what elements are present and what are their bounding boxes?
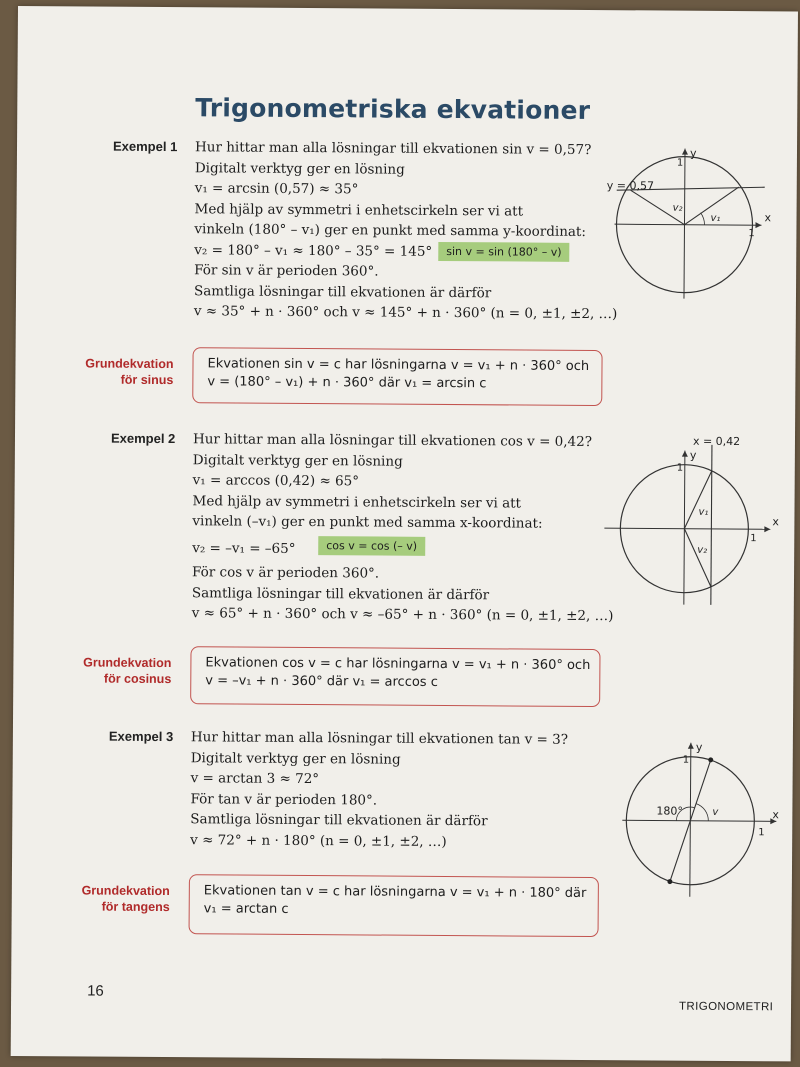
text-line: Samtliga lösningar till ekvationen är därför [193, 282, 492, 301]
tick-label-x: 1 [748, 228, 755, 240]
example-1-label: Exempel 1 [112, 138, 178, 155]
example-2-label: Exempel 2 [110, 430, 176, 447]
text-line: Hur hittar man alla lösningar till ekvationen tan v = 3? [190, 729, 569, 748]
text-line: v₁ = arcsin (0,57) ≈ 35° [194, 180, 359, 198]
text-line: vinkeln (–v₁) ger en punkt med samma x-koordinat: [192, 513, 543, 532]
text-line: v₂ = –v₁ = –65° [192, 539, 296, 557]
text-line: Digitalt verktyg ger en lösning [190, 749, 401, 768]
box-label-line: Grundekvation [81, 883, 170, 899]
angle-arc [696, 804, 708, 821]
box-label-line: för tangens [101, 899, 170, 915]
radius-v2 [684, 529, 711, 587]
unit-circle-figure-3 [612, 726, 793, 903]
x-axis-arrow [755, 222, 761, 228]
x-axis [622, 820, 776, 821]
tick-label-y: 1 [676, 462, 684, 474]
x-axis-label: x [764, 211, 772, 225]
y-axis-label: y [689, 146, 697, 160]
unit-circle-figure-1 [586, 138, 787, 309]
text-line: v ≈ 72° + n · 180° (n = 0, ±1, ±2, …) [190, 831, 447, 850]
book-page [11, 6, 798, 1061]
box-2-label [79, 654, 171, 687]
box-line: v = –v₁ + n · 360° där v₁ = arccos c [205, 673, 438, 690]
tick-label-x: 1 [750, 533, 757, 545]
angle-label-v2: v₂ [697, 544, 708, 556]
line-label: x = 0,42 [692, 434, 741, 449]
text-line: Samtliga lösningar till ekvationen är därför [190, 811, 488, 830]
page-number: 16 [87, 982, 104, 1000]
example-2-text [192, 429, 615, 626]
text-line: v₂ = 180° – v₁ ≈ 180° – 35° = 145° [194, 241, 433, 260]
text-line: v ≈ 65° + n · 360° och v ≈ –65° + n · 360° (n = 0, ±1, ±2, …) [191, 605, 614, 625]
angle-label-v2: v₂ [672, 202, 683, 214]
example-3-text [190, 727, 568, 853]
identity-note-cos: cos v = cos (– v) [318, 536, 425, 556]
example-3-label: Exempel 3 [108, 728, 174, 745]
box-line: Ekvationen tan v = c har lösningarna v = v₁ + n · 180° där [203, 883, 587, 901]
intersection-point [667, 879, 672, 884]
formula-box-cosinus [190, 646, 600, 707]
vertical-line [711, 445, 712, 605]
angle-label-180: 180° [656, 804, 683, 818]
text-line: Med hjälp av symmetri i enhetscirkeln ser vi att [194, 200, 524, 220]
identity-note-sin: sin v = sin (180° – v) [438, 242, 569, 262]
page-title: Trigonometriska ekvationer [195, 93, 591, 125]
text-line: v = arctan 3 ≈ 72° [190, 770, 320, 788]
box-label-line: Grundekvation [85, 356, 174, 372]
angle-label-v: v [712, 806, 719, 818]
y-axis [684, 149, 685, 299]
tick-label-x: 1 [758, 827, 765, 839]
box-label-line: Grundekvation [83, 655, 172, 671]
box-line: v₁ = arctan c [203, 901, 289, 917]
text-line: vinkeln (180° – v₁) ger en punkt med samma y-koordinat: [194, 221, 586, 240]
text-line: v₁ = arccos (0,42) ≈ 65° [192, 472, 360, 490]
text-line: För tan v är perioden 180°. [190, 790, 378, 809]
y-axis-arrow [688, 743, 694, 749]
x-axis-label: x [772, 808, 779, 822]
box-label-line: för sinus [120, 372, 174, 388]
x-axis-label: x [772, 515, 779, 529]
box-1-label [81, 355, 173, 388]
example-1-text [194, 137, 619, 324]
angle-label-v1: v₁ [710, 212, 721, 224]
y-axis-arrow [682, 149, 688, 155]
unit-circle-figure-2 [594, 428, 795, 609]
box-label-line: för cosinus [103, 671, 172, 687]
text-line: Med hjälp av symmetri i enhetscirkeln ser vi att [192, 492, 522, 512]
y-axis-label: y [695, 740, 703, 754]
text-line: För sin v är perioden 360°. [194, 262, 379, 280]
box-line: v = (180° – v₁) + n · 360° där v₁ = arcsin c [207, 374, 487, 392]
text-line: Hur hittar man alla lösningar till ekvationen cos v = 0,42? [192, 431, 593, 451]
tick-label-y: 1 [682, 754, 690, 766]
text-line: För cos v är perioden 360°. [191, 564, 380, 582]
formula-box-sinus [192, 347, 602, 406]
box-3-label [78, 882, 170, 915]
tick-label-y: 1 [676, 157, 684, 169]
x-axis [614, 224, 761, 225]
angle-label-v1: v₁ [698, 506, 709, 518]
line-label: y = 0,57 [606, 179, 655, 193]
text-line: Digitalt verktyg ger en lösning [192, 451, 403, 470]
text-line: Digitalt verktyg ger en lösning [194, 159, 405, 178]
footer-section-title: TRIGONOMETRI [678, 1000, 774, 1014]
angle-arc [700, 213, 704, 225]
text-line: Hur hittar man alla lösningar till ekvationen sin v = 0,57? [194, 139, 592, 159]
x-axis-arrow [764, 526, 770, 532]
radius-v1 [684, 471, 711, 529]
x-axis [604, 528, 770, 529]
intersection-point [708, 757, 713, 762]
text-line: Samtliga lösningar till ekvationen är därför [191, 584, 490, 603]
y-axis-arrow [682, 451, 688, 457]
box-line: Ekvationen sin v = c har lösningarna v = v₁ + n · 360° och [207, 356, 590, 374]
formula-box-tangens [189, 874, 599, 937]
y-axis-label: y [689, 448, 697, 462]
text-line: v ≈ 35° + n · 360° och v ≈ 145° + n · 360° (n = 0, ±1, ±2, …) [193, 303, 618, 323]
box-line: Ekvationen cos v = c har lösningarna v = v₁ + n · 360° och [205, 655, 591, 674]
